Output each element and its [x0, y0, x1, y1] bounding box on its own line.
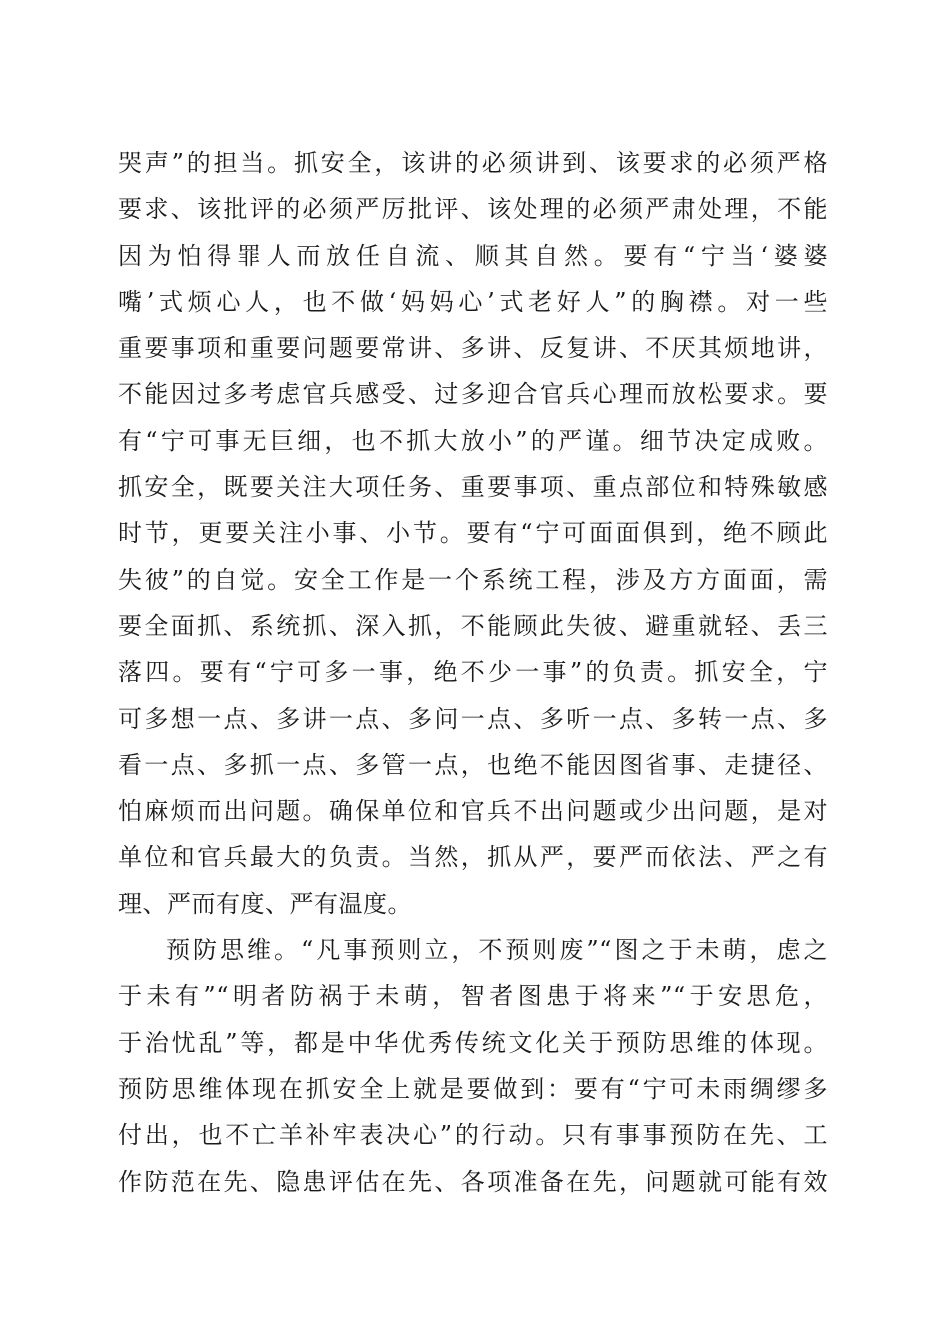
text-line: 单位和官兵最大的负责。当然，抓从严，要严而依法、严之有	[118, 843, 828, 872]
text-line: 于治忧乱”等，都是中华优秀传统文化关于预防思维的体现。	[118, 1028, 828, 1057]
text-line: 嘴’式烦心人，也不做‘妈妈心’式老好人”的胸襟。对一些	[118, 287, 828, 316]
text-line: 怕麻烦而出问题。确保单位和官兵不出问题或少出问题，是对	[118, 797, 828, 826]
text-line: 重要事项和重要问题要常讲、多讲、反复讲、不厌其烦地讲，	[118, 334, 828, 363]
text-line: 可多想一点、多讲一点、多问一点、多听一点、多转一点、多	[118, 704, 828, 733]
paragraph-start-line: 预防思维。“凡事预则立，不预则废”“图之于未萌，虑之	[166, 936, 828, 965]
text-line: 落四。要有“宁可多一事，绝不少一事”的负责。抓安全，宁	[118, 658, 828, 687]
text-line: 失彼”的自觉。安全工作是一个系统工程，涉及方方面面，需	[118, 565, 828, 594]
text-line: 哭声”的担当。抓安全，该讲的必须讲到、该要求的必须严格	[118, 149, 828, 177]
text-line: 预防思维体现在抓安全上就是要做到：要有“宁可未雨绸缪多	[118, 1074, 828, 1103]
document-body	[118, 140, 828, 1205]
text-line: 于未有”“明者防祸于未萌，智者图患于将来”“于安思危，	[118, 982, 828, 1011]
text-line: 看一点、多抓一点、多管一点，也绝不能因图省事、走捷径、	[118, 750, 828, 779]
text-line: 时节，更要关注小事、小节。要有“宁可面面俱到，绝不顾此	[118, 519, 828, 548]
text-line: 抓安全，既要关注大项任务、重要事项、重点部位和特殊敏感	[118, 473, 828, 502]
text-line: 要全面抓、系统抓、深入抓，不能顾此失彼、避重就轻、丢三	[118, 611, 828, 640]
text-line: 要求、该批评的必须严厉批评、该处理的必须严肃处理，不能	[118, 195, 828, 224]
text-line: 有“宁可事无巨细，也不抓大放小”的严谨。细节决定成败。	[118, 426, 828, 455]
text-line: 因为怕得罪人而放任自流、顺其自然。要有“宁当‘婆婆	[118, 241, 828, 270]
paragraph-end-line: 理、严而有度、严有温度。	[118, 889, 412, 918]
text-line: 作防范在先、隐患评估在先、各项准备在先，问题就可能有效	[118, 1167, 828, 1196]
text-line: 不能因过多考虑官兵感受、过多迎合官兵心理而放松要求。要	[118, 380, 828, 409]
text-line: 付出，也不亡羊补牢表决心”的行动。只有事事预防在先、工	[118, 1121, 828, 1150]
